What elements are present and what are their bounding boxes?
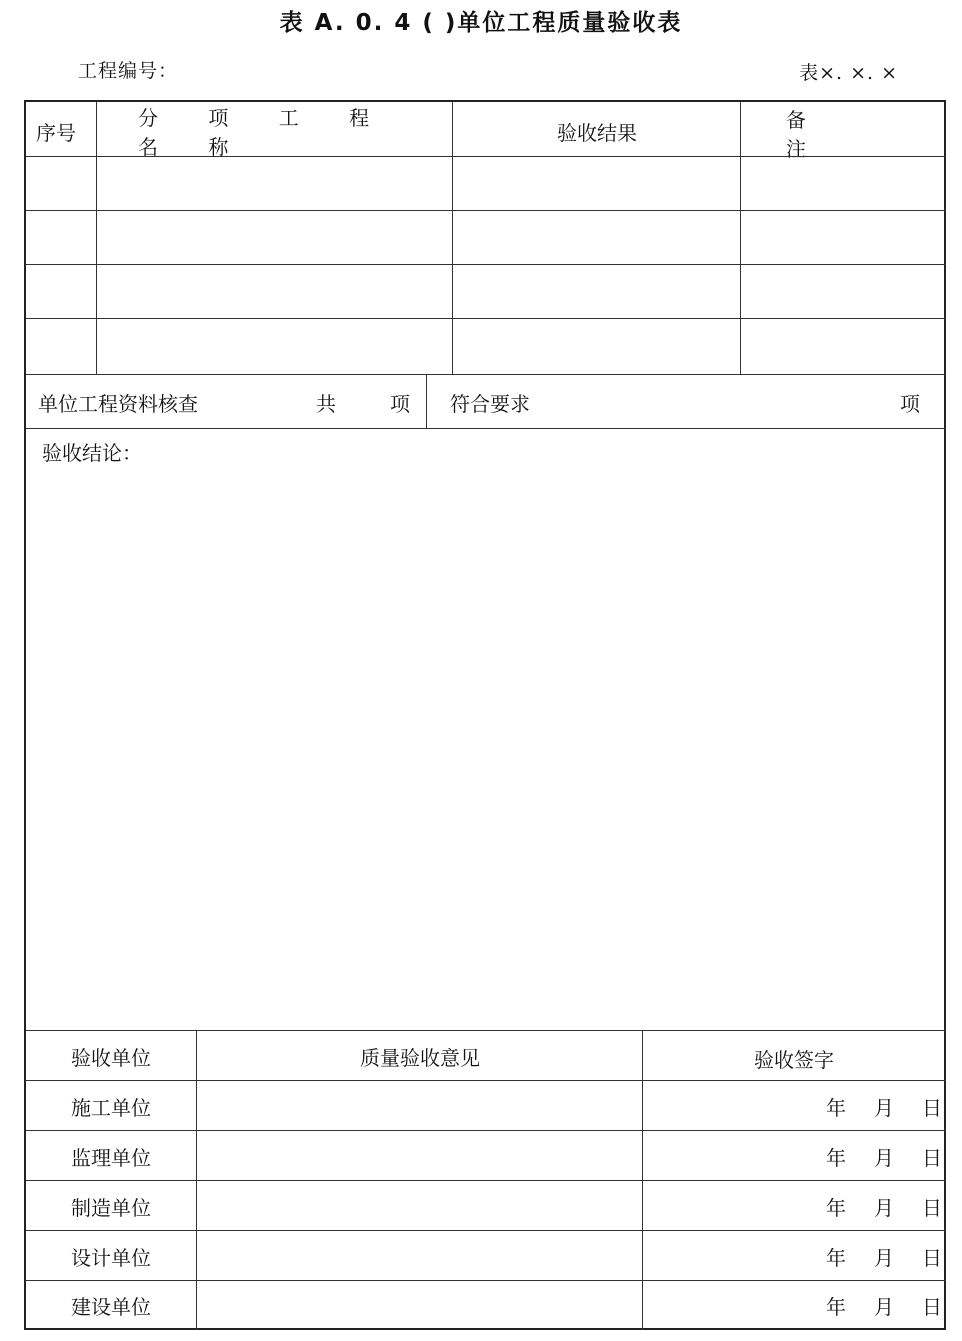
opinion-field[interactable] [198,1232,642,1280]
header-quality-opinion: 质量验收意见 [360,1045,480,1070]
date-year: 年 [826,1245,846,1270]
signature-date[interactable] [644,1082,944,1130]
review-compliant: 符合要求 [450,391,530,416]
date-day: 日 [922,1195,942,1220]
unit-owner: 建设单位 [71,1294,151,1319]
opinion-field[interactable] [198,1082,642,1130]
review-label: 单位工程资料核查 [38,391,198,416]
unit-construction: 施工单位 [71,1095,151,1120]
conclusion-area[interactable] [26,466,946,1026]
header-result: 验收结果 [557,120,637,145]
signature-date[interactable] [644,1132,944,1180]
opinion-field[interactable] [198,1132,642,1180]
table-row[interactable] [26,318,946,374]
opinion-field[interactable] [198,1282,642,1328]
rule [26,1230,946,1231]
acceptance-form [24,100,946,1330]
header-subitem-name: 分 项 工 程 名 称 [138,106,392,159]
rule [26,1130,946,1131]
table-row[interactable] [26,264,946,318]
date-month: 月 [874,1195,894,1220]
date-month: 月 [874,1095,894,1120]
review-item-unit: 项 [390,391,410,416]
date-year: 年 [826,1195,846,1220]
unit-design: 设计单位 [71,1245,151,1270]
date-year: 年 [826,1294,846,1319]
review-total: 共 [316,391,336,416]
table-row[interactable] [26,210,946,264]
rule [26,1080,946,1081]
rule [26,1280,946,1281]
unit-supervision: 监理单位 [71,1145,151,1170]
header-remark: 备 注 [786,108,890,161]
date-day: 日 [922,1095,942,1120]
project-number-label: 工程编号： [78,60,179,82]
rule [426,374,427,428]
table-number: 表×. ×. × [799,62,898,84]
rule [26,1180,946,1181]
review-item-unit-2: 项 [900,391,920,416]
table-row[interactable] [26,156,946,210]
date-day: 日 [922,1145,942,1170]
header-acceptance-unit: 验收单位 [71,1045,151,1070]
header-signature: 验收签字 [754,1047,834,1072]
date-month: 月 [874,1294,894,1319]
date-day: 日 [922,1294,942,1319]
signature-date[interactable] [644,1182,944,1230]
opinion-field[interactable] [198,1182,642,1230]
signature-date[interactable] [644,1232,944,1280]
date-year: 年 [826,1145,846,1170]
date-year: 年 [826,1095,846,1120]
unit-manufacturing: 制造单位 [71,1195,151,1220]
rule [26,1030,946,1031]
date-month: 月 [874,1245,894,1270]
rule [26,428,946,429]
signature-date[interactable] [644,1282,944,1328]
rule [26,374,946,375]
conclusion-label: 验收结论： [42,440,142,465]
date-day: 日 [922,1245,942,1270]
date-month: 月 [874,1145,894,1170]
header-index: 序号 [36,120,76,145]
page-title: 表 A. 0. 4 ( )单位工程质量验收表 [279,10,683,36]
